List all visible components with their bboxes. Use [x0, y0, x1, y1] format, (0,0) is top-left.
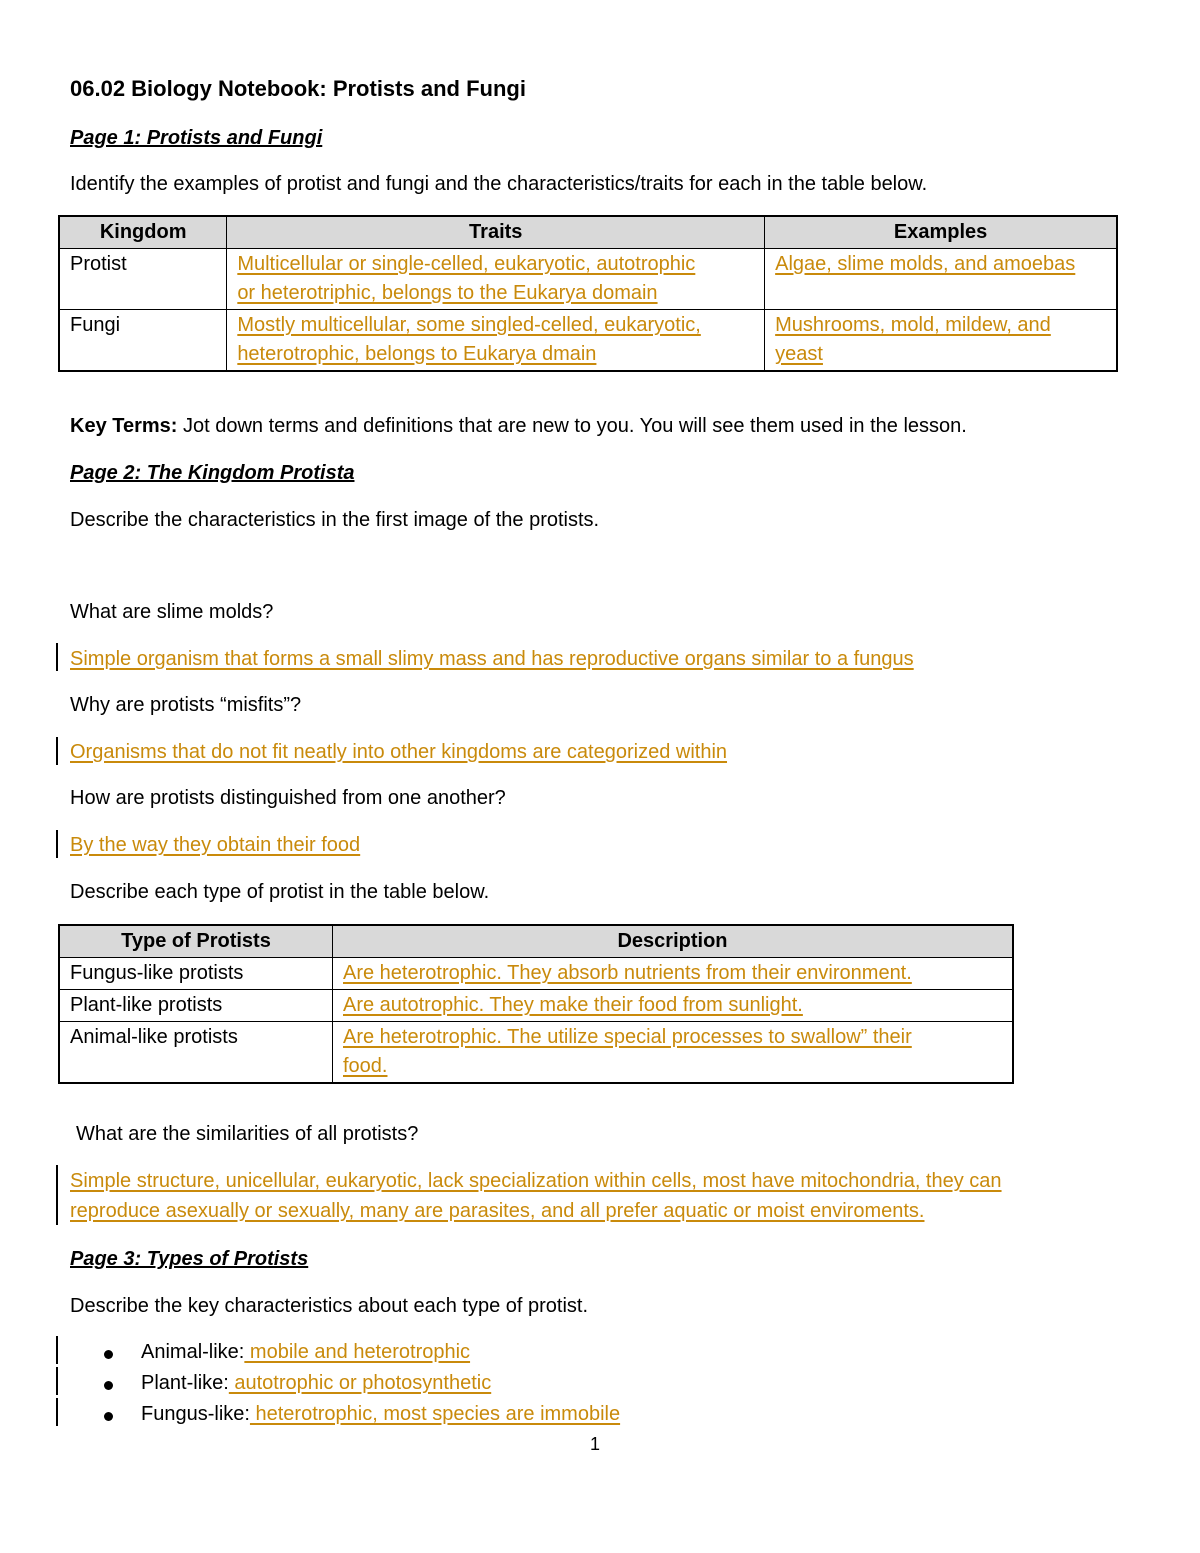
bullet-icon	[104, 1412, 113, 1421]
table-row	[59, 310, 1117, 372]
traits-cell	[227, 310, 765, 372]
answer-text: Are autotrophic. They make their food from sunlight.	[343, 994, 803, 1016]
protist-types-table	[58, 924, 1014, 1084]
answer-text: Organisms that do not fit neatly into other kingdoms are categorized within	[70, 741, 728, 763]
list-item	[141, 1339, 470, 1365]
answer-text: reproduce asexually or sexually, many are parasites, and all prefer aquatic or moist enviroments.	[70, 1200, 925, 1222]
answer-text: autotrophic or photosynthetic	[228, 1372, 492, 1394]
answer-text: Multicellular or single-celled, eukaryotic, autotrophic	[237, 253, 696, 275]
kingdom-cell: Protist	[59, 249, 227, 310]
key-terms-label: Key Terms:	[70, 415, 178, 437]
table-row	[59, 249, 1117, 310]
table-header-row	[59, 925, 1013, 958]
question: Describe the characteristics in the first image of the protists.	[70, 509, 600, 531]
revision-bar	[56, 737, 58, 765]
revision-bar	[56, 643, 58, 671]
revision-bar	[56, 1165, 58, 1225]
question: Why are protists “misfits”?	[70, 694, 302, 716]
examples-cell	[765, 249, 1117, 310]
answer-text: Simple organism that forms a small slimy mass and has reproductive organs similar to a fungus	[70, 648, 914, 670]
answer-text: heterotrophic, belongs to Eukarya dmain	[237, 343, 597, 365]
page1-heading: Page 1: Protists and Fungi	[70, 127, 323, 149]
bullet-label: Plant-like:	[141, 1372, 229, 1394]
examples-cell	[765, 310, 1117, 372]
traits-cell	[227, 249, 765, 310]
answer-text: heterotrophic, most species are immobile	[249, 1403, 621, 1425]
document-title: 06.02 Biology Notebook: Protists and Fungi	[70, 76, 526, 101]
table-row	[59, 1022, 1013, 1084]
question: How are protists distinguished from one another?	[70, 787, 506, 809]
column-header: Kingdom	[59, 216, 227, 249]
table-header-row	[59, 216, 1117, 249]
question: Describe each type of protist in the table below.	[70, 881, 490, 903]
table-row	[59, 958, 1013, 990]
table-row	[59, 990, 1013, 1022]
bullet-icon	[104, 1350, 113, 1359]
bullet-label: Fungus-like:	[141, 1403, 250, 1425]
type-cell: Fungus-like protists	[59, 958, 333, 990]
question: What are slime molds?	[70, 601, 274, 623]
question: Describe the key characteristics about each type of protist.	[70, 1295, 589, 1317]
answer-text: Algae, slime molds, and amoebas	[775, 253, 1076, 275]
description-cell	[333, 1022, 1014, 1084]
column-header: Description	[333, 925, 1014, 958]
answer-text: Mostly multicellular, some singled-celled, eukaryotic,	[237, 314, 701, 336]
bullet-icon	[104, 1381, 113, 1390]
kingdom-cell: Fungi	[59, 310, 227, 372]
answer-text: Are heterotrophic. The utilize special processes to swallow” their	[343, 1026, 912, 1048]
column-header: Type of Protists	[59, 925, 333, 958]
page2-heading: Page 2: The Kingdom Protista	[70, 462, 355, 484]
answer-text: yeast	[775, 343, 823, 365]
answer-text: food.	[343, 1055, 388, 1077]
page1-instruction: Identify the examples of protist and fungi and the characteristics/traits for each in the table below.	[70, 173, 928, 195]
answer-text: Simple structure, unicellular, eukaryotic, lack specialization within cells, most have mitochondria, they can	[70, 1170, 1002, 1192]
revision-bar	[56, 1336, 58, 1364]
type-cell: Plant-like protists	[59, 990, 333, 1022]
kingdom-table	[58, 215, 1118, 372]
key-terms-text: Jot down terms and definitions that are new to you. You will see them used in the lesson.	[177, 415, 967, 437]
description-cell	[333, 990, 1014, 1022]
answer-text: By the way they obtain their food	[70, 834, 361, 856]
revision-bar	[56, 1398, 58, 1426]
revision-bar	[56, 830, 58, 858]
answer-text: mobile and heterotrophic	[244, 1341, 471, 1363]
revision-bar	[56, 1367, 58, 1395]
answer-text: or heterotriphic, belongs to the Eukarya domain	[237, 282, 658, 304]
question: What are the similarities of all protists?	[76, 1123, 419, 1145]
list-item	[141, 1401, 620, 1427]
answer-text: Mushrooms, mold, mildew, and	[775, 314, 1051, 336]
bullet-label: Animal-like:	[141, 1341, 245, 1363]
answer-text: Are heterotrophic. They absorb nutrients from their environment.	[343, 962, 912, 984]
column-header: Traits	[227, 216, 765, 249]
page3-heading: Page 3: Types of Protists	[70, 1248, 309, 1270]
description-cell	[333, 958, 1014, 990]
type-cell: Animal-like protists	[59, 1022, 333, 1084]
key-terms-line	[70, 413, 967, 439]
list-item	[141, 1370, 491, 1396]
page-number: 1	[590, 1434, 601, 1454]
column-header: Examples	[765, 216, 1117, 249]
